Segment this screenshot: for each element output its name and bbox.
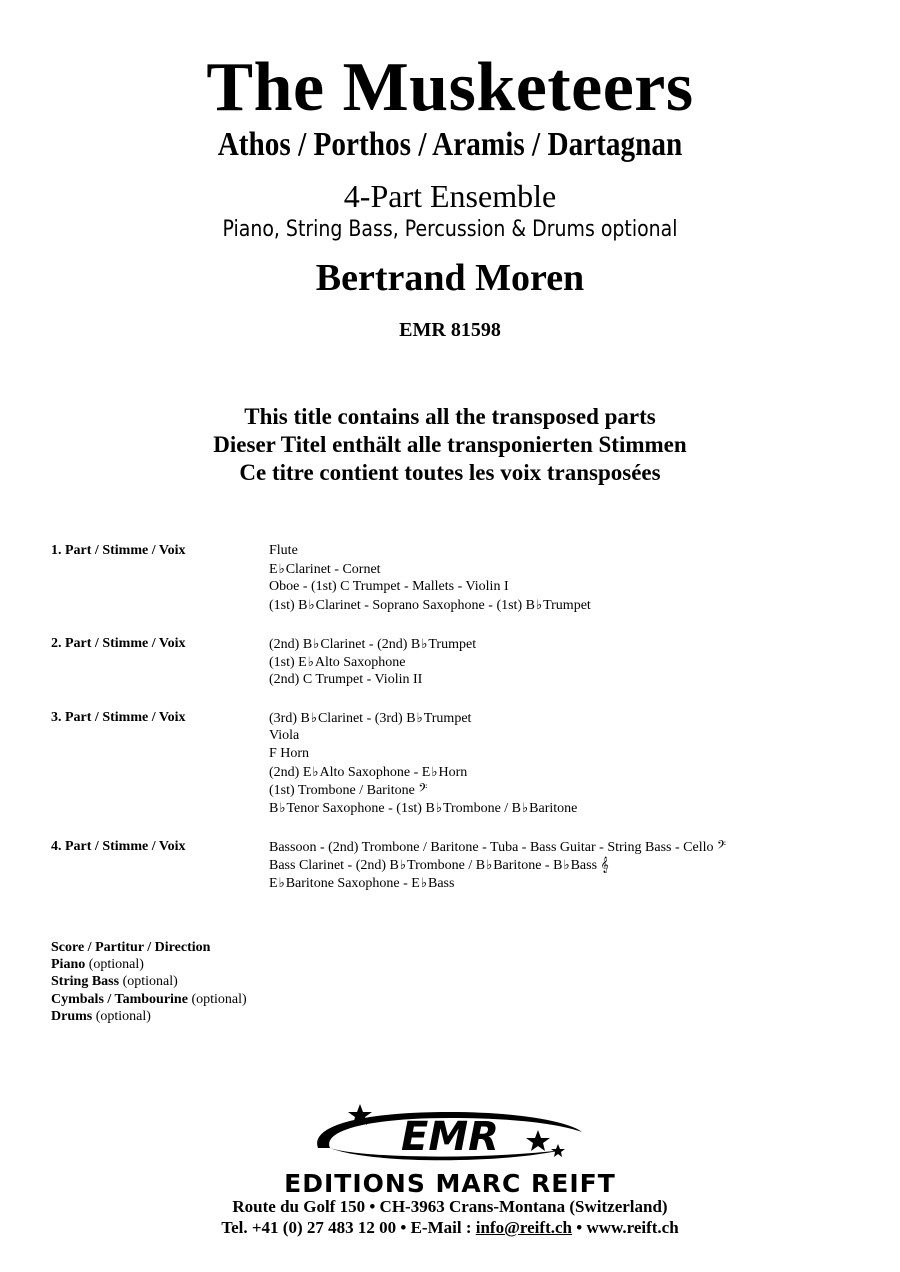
flat-icon: ♭ — [522, 800, 529, 815]
part-2-label: 2. Part / Stimme / Voix — [51, 636, 186, 651]
star-icon — [526, 1130, 550, 1151]
notice-german: Dieser Titel enthält alle transponierten Stimmen — [213, 432, 687, 457]
cymbals-line: Cymbals / Tambourine (optional) — [51, 992, 247, 1007]
part-3-line-4: (2nd) E♭Alto Saxophone - E♭Horn — [269, 764, 468, 780]
flat-icon: ♭ — [420, 875, 427, 890]
part-1-line-4: (1st) B♭Clarinet - Soprano Saxophone - (1st) B♭Trumpet — [269, 597, 591, 613]
flat-icon: ♭ — [279, 800, 286, 815]
part-4-line-1: Bassoon - (2nd) Trombone / Baritone - Tuba - Bass Guitar - String Bass - Cello 𝄢 — [269, 839, 727, 855]
part-2-line-2: (1st) E♭Alto Saxophone — [269, 654, 406, 670]
part-1-line-1: Flute — [269, 543, 298, 558]
part-4-line-3: E♭Baritone Saxophone - E♭Bass — [269, 875, 455, 891]
flat-icon: ♭ — [563, 857, 570, 872]
page-title: The Musketeers — [206, 49, 694, 126]
part-2-line-1: (2nd) B♭Clarinet - (2nd) B♭Trumpet — [269, 636, 477, 652]
emr-logo — [300, 1104, 600, 1164]
piano-line: Piano (optional) — [51, 957, 144, 972]
publisher-contact: Tel. +41 (0) 27 483 12 00 • E-Mail : info@reift.ch • www.reift.ch — [221, 1218, 679, 1237]
email-link[interactable]: info@reift.ch — [475, 1218, 572, 1237]
flat-icon: ♭ — [313, 636, 320, 651]
part-3-line-3: F Horn — [269, 746, 310, 761]
string-bass-line: String Bass (optional) — [51, 974, 178, 989]
logo-text: EMR — [401, 1114, 499, 1160]
notice-french: Ce titre contient toutes les voix transposées — [239, 460, 661, 485]
flat-icon: ♭ — [308, 597, 315, 612]
notice-english: This title contains all the transposed parts — [244, 404, 656, 429]
flat-icon: ♭ — [431, 764, 438, 779]
website-link[interactable]: www.reift.ch — [586, 1218, 679, 1237]
publisher-address: Route du Golf 150 • CH-3963 Crans-Montana (Switzerland) — [232, 1197, 668, 1216]
score-line: Score / Partitur / Direction — [51, 940, 211, 955]
drums-line: Drums (optional) — [51, 1009, 151, 1024]
flat-icon: ♭ — [535, 597, 543, 612]
subtitle: Athos / Porthos / Aramis / Dartagnan — [217, 126, 683, 163]
flat-icon: ♭ — [421, 636, 428, 651]
publisher-name: EDITIONS MARC REIFT — [284, 1169, 616, 1198]
flat-icon: ♭ — [416, 710, 423, 725]
part-4-label: 4. Part / Stimme / Voix — [51, 839, 186, 854]
flat-icon: ♭ — [278, 561, 285, 576]
part-3-line-2: Viola — [269, 728, 300, 743]
part-4-line-2: Bass Clarinet - (2nd) B♭Trombone / B♭Baritone - B♭Bass 𝄞 — [269, 857, 609, 873]
instrumentation-note: Piano, String Bass, Percussion & Drums optional — [222, 217, 678, 242]
flat-icon: ♭ — [486, 857, 493, 872]
composer-name: Bertrand Moren — [315, 257, 585, 299]
flat-icon: ♭ — [278, 875, 285, 890]
ensemble-type: 4-Part Ensemble — [343, 178, 557, 214]
part-1-line-2: E♭Clarinet - Cornet — [269, 561, 381, 577]
catalog-number: EMR 81598 — [399, 319, 501, 341]
part-3-line-5: (1st) Trombone / Baritone 𝄢 — [269, 782, 428, 798]
part-3-label: 3. Part / Stimme / Voix — [51, 710, 186, 725]
part-2-line-3: (2nd) C Trumpet - Violin II — [269, 672, 423, 687]
flat-icon: ♭ — [435, 800, 442, 815]
bass-clef-icon: 𝄢 — [418, 782, 428, 798]
part-3-line-6: B♭Tenor Saxophone - (1st) B♭Trombone / B♭Baritone — [269, 800, 578, 816]
flat-icon: ♭ — [307, 654, 314, 669]
part-3-line-1: (3rd) B♭Clarinet - (3rd) B♭Trumpet — [269, 710, 472, 726]
flat-icon: ♭ — [310, 710, 317, 725]
flat-icon: ♭ — [312, 764, 319, 779]
treble-clef-icon: 𝄞 — [600, 857, 609, 873]
part-1-label: 1. Part / Stimme / Voix — [51, 543, 186, 558]
flat-icon: ♭ — [399, 857, 407, 872]
bass-clef-icon: 𝄢 — [717, 839, 727, 855]
part-1-line-3: Oboe - (1st) C Trumpet - Mallets - Violin I — [269, 579, 509, 594]
star-icon — [551, 1144, 565, 1157]
